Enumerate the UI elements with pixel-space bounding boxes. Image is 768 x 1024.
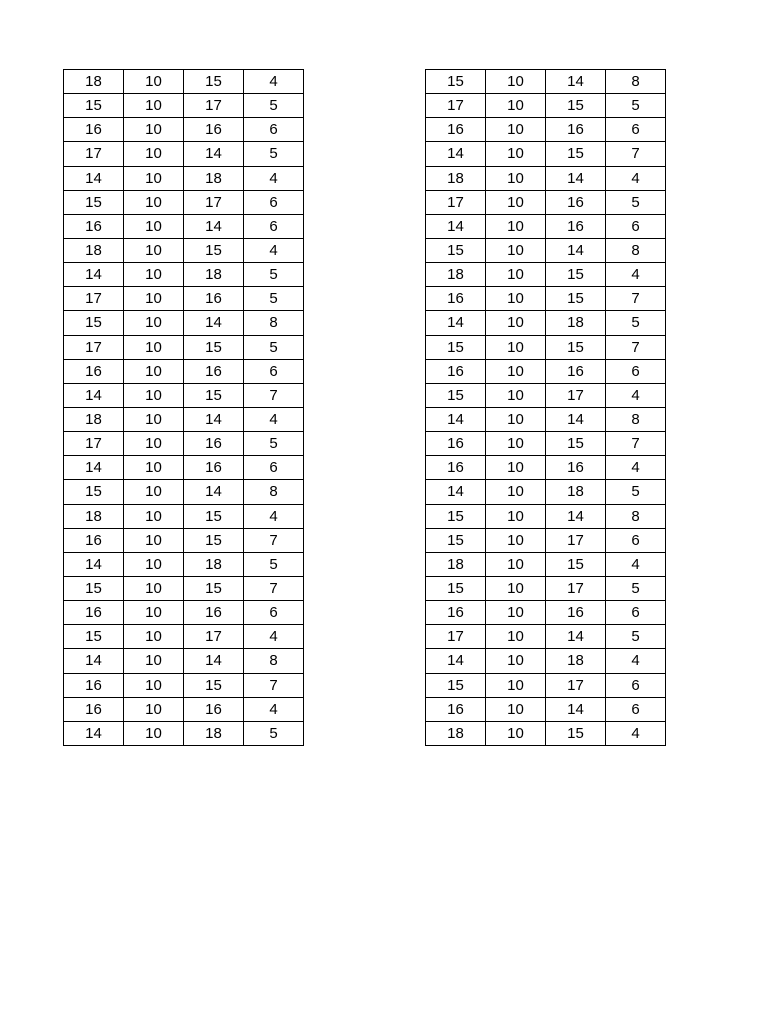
table-cell: 14 <box>426 142 486 166</box>
table-cell: 18 <box>426 552 486 576</box>
table-cell: 16 <box>546 190 606 214</box>
table-cell: 16 <box>546 601 606 625</box>
table-cell: 16 <box>184 359 244 383</box>
table-cell: 5 <box>244 263 304 287</box>
table-cell: 10 <box>486 359 546 383</box>
table-cell: 18 <box>426 263 486 287</box>
table-cell: 10 <box>124 118 184 142</box>
table-row <box>426 166 666 190</box>
table-cell: 4 <box>606 552 666 576</box>
table-row <box>64 721 304 745</box>
table-cell: 10 <box>124 697 184 721</box>
table-cell: 10 <box>124 576 184 600</box>
table-cell: 5 <box>244 335 304 359</box>
table-cell: 5 <box>244 94 304 118</box>
table-row <box>64 649 304 673</box>
table-cell: 7 <box>244 673 304 697</box>
table-cell: 10 <box>124 359 184 383</box>
table-row <box>64 383 304 407</box>
table-cell: 6 <box>606 601 666 625</box>
table-cell: 6 <box>244 214 304 238</box>
table-cell: 15 <box>64 190 124 214</box>
table-row <box>426 504 666 528</box>
table-cell: 10 <box>124 311 184 335</box>
table-cell: 10 <box>486 480 546 504</box>
table-cell: 16 <box>426 432 486 456</box>
table-cell: 10 <box>124 166 184 190</box>
table-row <box>64 190 304 214</box>
table-row <box>426 94 666 118</box>
table-cell: 10 <box>486 673 546 697</box>
table-row <box>426 70 666 94</box>
table-cell: 10 <box>124 649 184 673</box>
table-row <box>64 335 304 359</box>
table-cell: 16 <box>184 697 244 721</box>
table-cell: 6 <box>606 528 666 552</box>
table-cell: 4 <box>606 166 666 190</box>
table-cell: 18 <box>426 721 486 745</box>
table-cell: 18 <box>64 504 124 528</box>
table-cell: 10 <box>486 576 546 600</box>
table-cell: 16 <box>184 287 244 311</box>
table-row <box>426 359 666 383</box>
table-cell: 4 <box>606 649 666 673</box>
table-cell: 10 <box>486 528 546 552</box>
table-row <box>64 504 304 528</box>
table-cell: 10 <box>486 263 546 287</box>
table-cell: 15 <box>426 576 486 600</box>
table-row <box>426 625 666 649</box>
table-cell: 17 <box>64 287 124 311</box>
table-cell: 10 <box>124 238 184 262</box>
table-cell: 10 <box>124 552 184 576</box>
table-row <box>64 697 304 721</box>
table-cell: 8 <box>606 407 666 431</box>
table-cell: 15 <box>546 287 606 311</box>
table-cell: 15 <box>64 625 124 649</box>
table-row <box>64 528 304 552</box>
table-row <box>64 480 304 504</box>
table-cell: 18 <box>64 407 124 431</box>
table-cell: 18 <box>64 238 124 262</box>
table-cell: 10 <box>124 287 184 311</box>
table-row <box>64 166 304 190</box>
table-cell: 6 <box>606 673 666 697</box>
table-cell: 10 <box>124 94 184 118</box>
table-cell: 16 <box>426 118 486 142</box>
table-cell: 16 <box>184 456 244 480</box>
table-cell: 10 <box>486 383 546 407</box>
table-cell: 4 <box>244 407 304 431</box>
table-cell: 10 <box>486 166 546 190</box>
table-row <box>426 287 666 311</box>
table-cell: 4 <box>244 70 304 94</box>
table-cell: 10 <box>486 94 546 118</box>
table-cell: 14 <box>184 214 244 238</box>
table-row <box>426 407 666 431</box>
table-row <box>426 238 666 262</box>
table-row <box>426 480 666 504</box>
table-cell: 5 <box>606 576 666 600</box>
table-cell: 16 <box>546 214 606 238</box>
table-cell: 16 <box>184 601 244 625</box>
right-data-table <box>425 69 666 746</box>
table-cell: 7 <box>606 335 666 359</box>
table-cell: 15 <box>426 528 486 552</box>
table-cell: 17 <box>184 625 244 649</box>
table-row <box>426 432 666 456</box>
table-cell: 10 <box>124 480 184 504</box>
table-row <box>426 528 666 552</box>
table-row <box>64 70 304 94</box>
table-row <box>426 576 666 600</box>
table-cell: 14 <box>184 649 244 673</box>
table-cell: 5 <box>244 287 304 311</box>
table-cell: 16 <box>426 456 486 480</box>
table-cell: 10 <box>124 70 184 94</box>
table-cell: 16 <box>64 673 124 697</box>
table-cell: 15 <box>426 673 486 697</box>
table-row <box>64 601 304 625</box>
table-cell: 14 <box>184 480 244 504</box>
table-row <box>64 456 304 480</box>
table-cell: 10 <box>486 214 546 238</box>
table-cell: 18 <box>426 166 486 190</box>
table-cell: 10 <box>124 721 184 745</box>
table-row <box>426 263 666 287</box>
table-cell: 10 <box>124 383 184 407</box>
table-cell: 14 <box>546 166 606 190</box>
table-cell: 14 <box>546 625 606 649</box>
table-row <box>64 238 304 262</box>
right-table-body <box>426 70 666 746</box>
table-cell: 10 <box>124 625 184 649</box>
table-cell: 10 <box>124 528 184 552</box>
table-cell: 5 <box>606 94 666 118</box>
table-cell: 10 <box>486 432 546 456</box>
table-cell: 8 <box>606 238 666 262</box>
table-cell: 15 <box>184 504 244 528</box>
table-cell: 14 <box>546 504 606 528</box>
table-cell: 8 <box>244 480 304 504</box>
table-cell: 15 <box>546 721 606 745</box>
table-cell: 14 <box>184 407 244 431</box>
table-cell: 6 <box>606 359 666 383</box>
table-cell: 6 <box>244 190 304 214</box>
table-cell: 10 <box>486 697 546 721</box>
table-cell: 15 <box>426 70 486 94</box>
table-cell: 5 <box>606 311 666 335</box>
table-row <box>426 190 666 214</box>
table-cell: 14 <box>184 311 244 335</box>
table-row <box>64 287 304 311</box>
table-cell: 7 <box>606 432 666 456</box>
table-cell: 16 <box>426 287 486 311</box>
table-cell: 10 <box>486 407 546 431</box>
table-cell: 4 <box>244 166 304 190</box>
table-cell: 18 <box>184 552 244 576</box>
table-cell: 10 <box>124 335 184 359</box>
table-row <box>426 456 666 480</box>
table-row <box>426 697 666 721</box>
table-cell: 4 <box>244 697 304 721</box>
table-cell: 14 <box>426 311 486 335</box>
table-cell: 14 <box>546 407 606 431</box>
table-row <box>426 601 666 625</box>
left-table-body <box>64 70 304 746</box>
table-row <box>64 311 304 335</box>
table-cell: 7 <box>606 142 666 166</box>
table-cell: 4 <box>244 238 304 262</box>
table-cell: 17 <box>64 432 124 456</box>
table-cell: 7 <box>606 287 666 311</box>
table-cell: 10 <box>124 263 184 287</box>
table-cell: 14 <box>426 214 486 238</box>
table-cell: 10 <box>486 70 546 94</box>
table-cell: 14 <box>426 407 486 431</box>
table-cell: 16 <box>64 359 124 383</box>
table-cell: 14 <box>426 480 486 504</box>
table-cell: 6 <box>606 118 666 142</box>
table-cell: 15 <box>64 576 124 600</box>
table-cell: 10 <box>486 335 546 359</box>
table-cell: 10 <box>124 673 184 697</box>
table-cell: 17 <box>184 190 244 214</box>
table-cell: 10 <box>486 721 546 745</box>
table-cell: 10 <box>486 142 546 166</box>
table-cell: 14 <box>64 649 124 673</box>
table-cell: 14 <box>546 70 606 94</box>
table-cell: 10 <box>486 311 546 335</box>
table-cell: 6 <box>244 118 304 142</box>
table-cell: 14 <box>426 649 486 673</box>
table-cell: 16 <box>64 528 124 552</box>
table-cell: 10 <box>486 625 546 649</box>
table-cell: 15 <box>546 432 606 456</box>
table-cell: 15 <box>184 335 244 359</box>
table-cell: 15 <box>64 94 124 118</box>
table-cell: 10 <box>124 432 184 456</box>
table-cell: 8 <box>244 649 304 673</box>
table-cell: 16 <box>426 601 486 625</box>
table-row <box>64 673 304 697</box>
table-cell: 5 <box>606 625 666 649</box>
table-cell: 14 <box>546 238 606 262</box>
table-cell: 15 <box>184 673 244 697</box>
table-cell: 10 <box>124 214 184 238</box>
table-cell: 16 <box>546 456 606 480</box>
table-cell: 17 <box>546 673 606 697</box>
table-cell: 4 <box>606 456 666 480</box>
table-cell: 10 <box>486 649 546 673</box>
table-cell: 15 <box>184 576 244 600</box>
table-cell: 15 <box>546 94 606 118</box>
table-cell: 16 <box>184 118 244 142</box>
table-cell: 7 <box>244 383 304 407</box>
table-row <box>64 359 304 383</box>
table-cell: 10 <box>124 601 184 625</box>
table-cell: 15 <box>426 335 486 359</box>
table-cell: 4 <box>244 504 304 528</box>
table-cell: 4 <box>606 383 666 407</box>
table-row <box>426 649 666 673</box>
table-cell: 17 <box>426 94 486 118</box>
table-row <box>426 142 666 166</box>
table-cell: 14 <box>184 142 244 166</box>
table-cell: 10 <box>124 456 184 480</box>
table-cell: 5 <box>244 432 304 456</box>
table-cell: 6 <box>244 456 304 480</box>
table-cell: 18 <box>546 480 606 504</box>
table-cell: 8 <box>606 504 666 528</box>
table-row <box>64 552 304 576</box>
table-cell: 15 <box>426 383 486 407</box>
table-row <box>64 94 304 118</box>
table-row <box>426 673 666 697</box>
table-cell: 18 <box>184 263 244 287</box>
table-cell: 4 <box>606 263 666 287</box>
table-cell: 17 <box>546 576 606 600</box>
table-cell: 16 <box>546 118 606 142</box>
table-cell: 10 <box>486 287 546 311</box>
table-cell: 17 <box>184 94 244 118</box>
table-row <box>64 407 304 431</box>
table-cell: 17 <box>426 625 486 649</box>
table-row <box>426 383 666 407</box>
table-cell: 18 <box>64 70 124 94</box>
table-cell: 15 <box>426 504 486 528</box>
table-cell: 15 <box>64 480 124 504</box>
table-row <box>426 721 666 745</box>
table-cell: 10 <box>486 601 546 625</box>
table-cell: 6 <box>606 697 666 721</box>
table-cell: 17 <box>546 383 606 407</box>
table-cell: 10 <box>486 552 546 576</box>
table-cell: 5 <box>606 190 666 214</box>
table-row <box>426 118 666 142</box>
table-cell: 8 <box>606 70 666 94</box>
table-cell: 14 <box>64 552 124 576</box>
table-cell: 5 <box>244 552 304 576</box>
table-cell: 14 <box>64 383 124 407</box>
table-cell: 7 <box>244 576 304 600</box>
table-cell: 17 <box>64 142 124 166</box>
table-cell: 17 <box>546 528 606 552</box>
table-cell: 10 <box>124 190 184 214</box>
table-cell: 10 <box>486 118 546 142</box>
table-cell: 15 <box>64 311 124 335</box>
table-cell: 16 <box>426 359 486 383</box>
table-cell: 6 <box>244 359 304 383</box>
table-row <box>64 432 304 456</box>
table-row <box>64 214 304 238</box>
table-cell: 15 <box>184 238 244 262</box>
table-row <box>426 214 666 238</box>
table-cell: 14 <box>64 721 124 745</box>
table-cell: 14 <box>64 166 124 190</box>
table-cell: 15 <box>546 335 606 359</box>
table-cell: 16 <box>64 601 124 625</box>
table-cell: 10 <box>124 142 184 166</box>
table-cell: 4 <box>606 721 666 745</box>
table-cell: 17 <box>426 190 486 214</box>
table-cell: 18 <box>546 649 606 673</box>
left-data-table <box>63 69 304 746</box>
table-cell: 4 <box>244 625 304 649</box>
table-cell: 15 <box>184 528 244 552</box>
table-cell: 10 <box>486 190 546 214</box>
table-row <box>426 311 666 335</box>
table-cell: 5 <box>244 721 304 745</box>
table-cell: 10 <box>486 456 546 480</box>
table-cell: 10 <box>486 238 546 262</box>
table-row <box>426 552 666 576</box>
table-cell: 16 <box>64 214 124 238</box>
table-cell: 10 <box>124 504 184 528</box>
table-cell: 5 <box>244 142 304 166</box>
table-row <box>64 142 304 166</box>
table-cell: 18 <box>546 311 606 335</box>
table-cell: 15 <box>546 552 606 576</box>
table-cell: 16 <box>426 697 486 721</box>
table-row <box>64 263 304 287</box>
table-cell: 18 <box>184 721 244 745</box>
table-cell: 16 <box>184 432 244 456</box>
table-cell: 6 <box>244 601 304 625</box>
table-cell: 15 <box>546 263 606 287</box>
table-cell: 5 <box>606 480 666 504</box>
table-cell: 17 <box>64 335 124 359</box>
table-row <box>64 625 304 649</box>
table-cell: 16 <box>64 697 124 721</box>
table-row <box>64 576 304 600</box>
table-cell: 18 <box>184 166 244 190</box>
table-cell: 15 <box>184 383 244 407</box>
table-cell: 14 <box>546 697 606 721</box>
table-cell: 10 <box>124 407 184 431</box>
table-cell: 15 <box>184 70 244 94</box>
table-cell: 16 <box>546 359 606 383</box>
table-cell: 6 <box>606 214 666 238</box>
table-cell: 15 <box>546 142 606 166</box>
table-cell: 8 <box>244 311 304 335</box>
table-row <box>426 335 666 359</box>
table-cell: 14 <box>64 263 124 287</box>
table-cell: 10 <box>486 504 546 528</box>
table-cell: 16 <box>64 118 124 142</box>
table-cell: 14 <box>64 456 124 480</box>
table-cell: 15 <box>426 238 486 262</box>
table-cell: 7 <box>244 528 304 552</box>
table-row <box>64 118 304 142</box>
